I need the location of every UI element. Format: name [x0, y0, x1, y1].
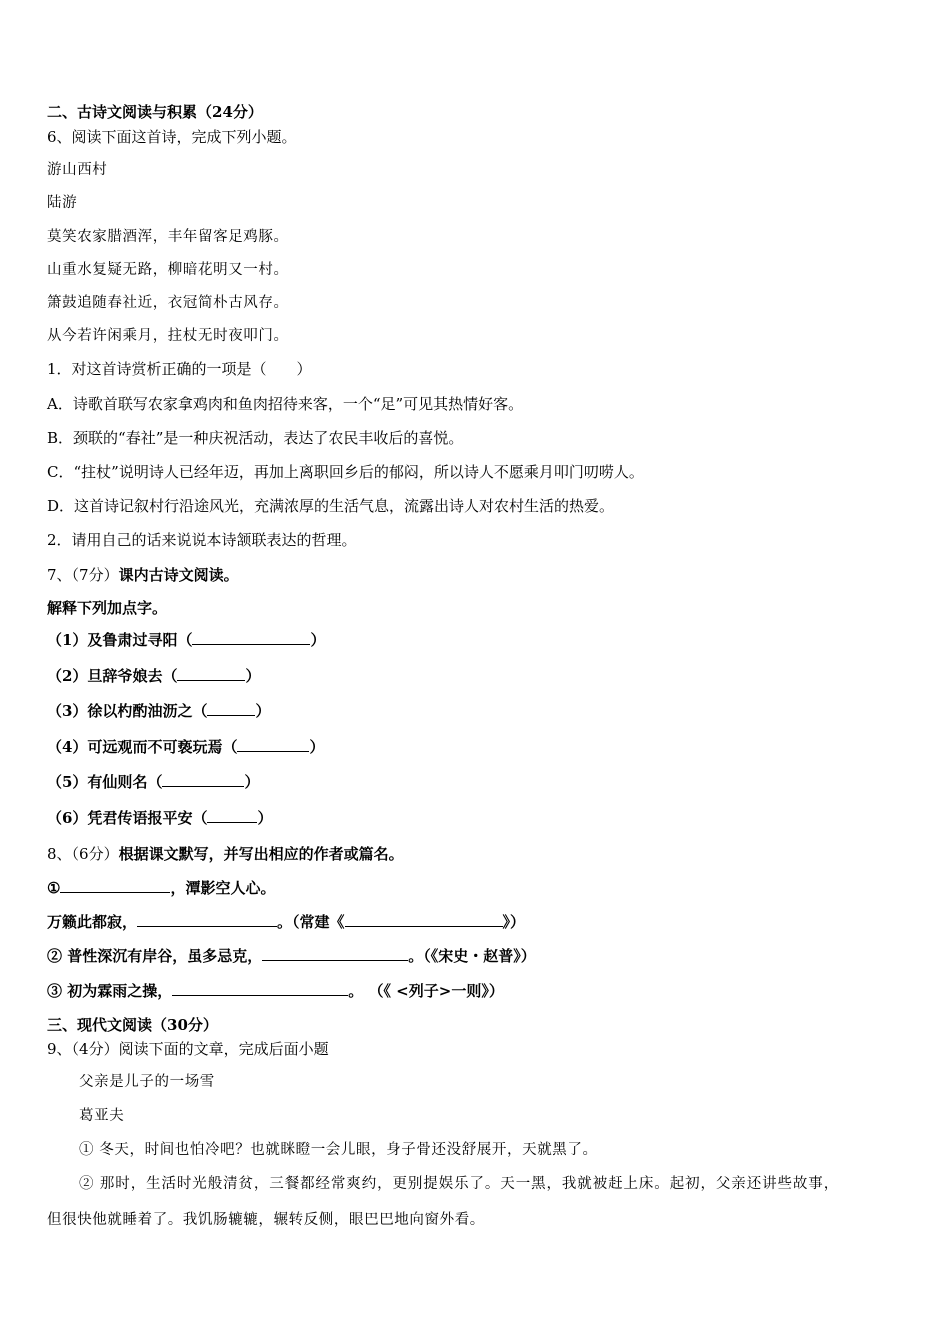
answer-blank[interactable] [262, 946, 408, 961]
q6-sub2: 2．请用自己的话来说说本诗颔联表达的哲理。 [47, 531, 357, 549]
option-a: A．诗歌首联写农家拿鸡肉和鱼肉招待来客，一个“足”可见其热情好客。 [47, 395, 524, 413]
section2-heading: 二、古诗文阅读与积累（24分） [47, 103, 263, 121]
q7-item-text: （2）旦辞爷娘去（ [47, 667, 178, 685]
answer-blank[interactable] [207, 701, 255, 716]
q7-item-close: ） [244, 773, 260, 791]
article-paragraph: ② 那时，生活时光般清贫，三餐都经常爽约，更别提娱乐了。天一黑，我就被赶上床。起初，父亲还讲些故事， [79, 1176, 840, 1192]
poem-line: 从今若许闲乘月，拄杖无时夜叩门。 [47, 328, 289, 344]
option-d: D．这首诗记叙村行沿途风光，充满浓厚的生活气息，流露出诗人对农村生活的热爱。 [47, 497, 615, 515]
q7-item-text: （3）徐以杓酌油沥之（ [47, 702, 208, 720]
q7-item [47, 807, 272, 829]
q8-title: 根据课文默写，并写出相应的作者或篇名。 [118, 845, 404, 863]
q7-instruction: 解释下列加点字。 [47, 599, 168, 617]
answer-blank[interactable] [162, 772, 244, 787]
q8-line3-end: 。（《宋史・赵普》） [408, 947, 536, 965]
q7-item-close: ） [309, 738, 325, 756]
article-author: 葛亚夫 [79, 1108, 125, 1124]
q7-item [47, 629, 325, 651]
option-b: B．颈联的“春社”是一种庆祝活动，表达了农民丰收后的喜悦。 [47, 429, 464, 447]
q8-line1-start: ① [47, 879, 61, 897]
q9-stem: 9、（4分）阅读下面的文章，完成后面小题 [47, 1040, 329, 1058]
answer-blank[interactable] [345, 912, 503, 927]
poem-line: 山重水复疑无路，柳暗花明又一村。 [47, 262, 289, 278]
answer-blank[interactable] [237, 737, 309, 752]
article-title: 父亲是儿子的一场雪 [79, 1074, 215, 1090]
q8-line4-start: ③ 初为霖雨之操， [47, 982, 173, 1000]
q8-line4-end: 。 （《 <列子>一则》） [348, 982, 504, 1000]
q7-title: 课内古诗文阅读。 [118, 566, 239, 584]
q7-header [47, 564, 239, 586]
q8-prefix: 8、（6分） [47, 845, 119, 863]
answer-blank[interactable] [137, 912, 277, 927]
q6-sub1: 1．对这首诗赏析正确的一项是（ ） [47, 360, 312, 378]
q8-line1-end: ，潭影空人心。 [170, 879, 276, 897]
q8-line2-start: 万籁此都寂， [47, 913, 138, 931]
q8-line4 [47, 980, 504, 1002]
poem-author: 陆游 [47, 195, 78, 211]
q6-stem: 6、阅读下面这首诗，完成下列小题。 [47, 128, 297, 146]
q8-line1 [47, 877, 275, 899]
q8-line2 [47, 911, 525, 933]
q7-item-close: ） [257, 809, 273, 827]
answer-blank[interactable] [192, 630, 310, 645]
q7-item [47, 736, 324, 758]
option-c: C．“拄杖”说明诗人已经年迈，再加上离职回乡后的郁闷，所以诗人不愿乘月叩门叨唠人。 [47, 463, 644, 481]
q8-header [47, 843, 404, 865]
q7-item-close: ） [245, 667, 261, 685]
q7-item-close: ） [310, 631, 326, 649]
q8-line3-start: ② 普性深沉有岸谷，虽多忌克， [47, 947, 263, 965]
q7-item-text: （4）可远观而不可亵玩焉（ [47, 738, 238, 756]
article-paragraph-continued: 但很快他就睡着了。我饥肠辘辘，辗转反侧，眼巴巴地向窗外看。 [47, 1212, 485, 1228]
q8-line2-mid: 。（常建《 [277, 913, 345, 931]
q7-item [47, 771, 259, 793]
q8-line2-end: 》） [502, 913, 526, 931]
q7-item [47, 700, 270, 722]
q7-item-text: （5）有仙则名（ [47, 773, 163, 791]
q7-item-text: （6）凭君传语报平安（ [47, 809, 208, 827]
q7-item-text: （1）及鲁肃过寻阳（ [47, 631, 193, 649]
answer-blank[interactable] [60, 878, 170, 893]
poem-line: 莫笑农家腊酒浑，丰年留客足鸡豚。 [47, 229, 289, 245]
q7-item [47, 665, 260, 687]
q7-prefix: 7、（7分） [47, 566, 119, 584]
poem-line: 箫鼓追随春社近，衣冠简朴古风存。 [47, 295, 289, 311]
answer-blank[interactable] [207, 808, 257, 823]
article-paragraph: ① 冬天，时间也怕冷吧？也就眯瞪一会儿眼，身子骨还没舒展开，天就黑了。 [79, 1142, 598, 1158]
q8-line3 [47, 945, 536, 967]
section3-heading: 三、现代文阅读（30分） [47, 1016, 218, 1034]
answer-blank[interactable] [177, 666, 245, 681]
poem-title: 游山西村 [47, 162, 108, 178]
q7-item-close: ） [255, 702, 271, 720]
answer-blank[interactable] [172, 981, 348, 996]
